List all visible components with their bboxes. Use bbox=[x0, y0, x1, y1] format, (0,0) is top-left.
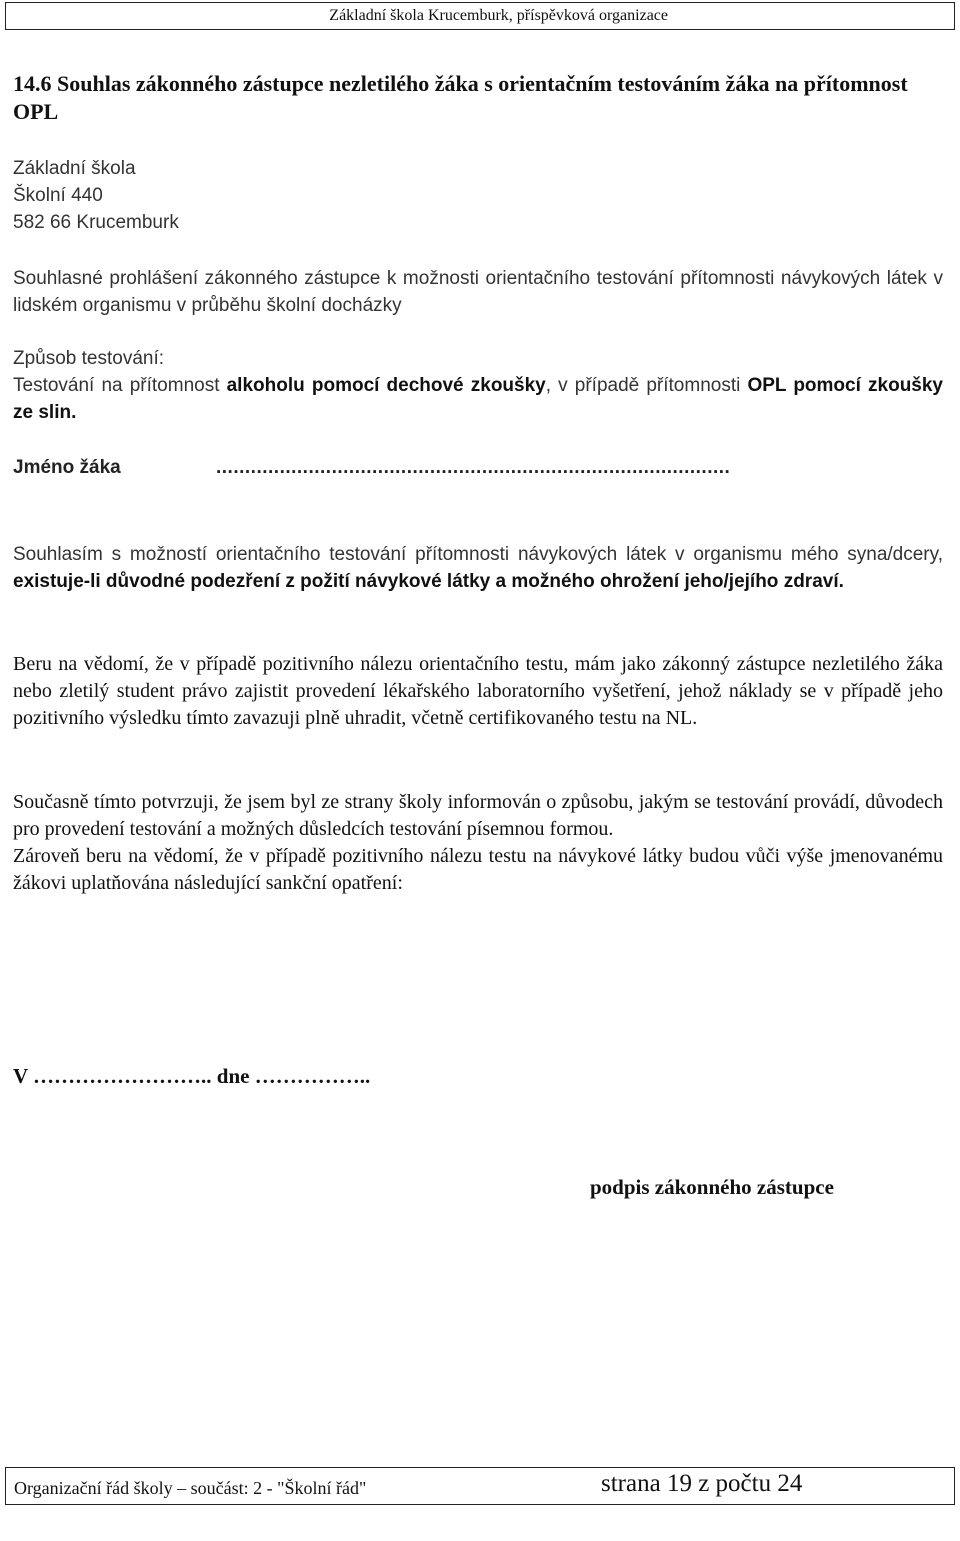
consent-bold: existuje-li důvodné podezření z požití návykové látky a možného ohrožení jeho/jejího zdraví. bbox=[13, 571, 844, 592]
method-bold-2: OPL pomocí zkoušky ze slin. bbox=[13, 375, 943, 423]
method-label: Způsob testování: bbox=[13, 348, 165, 369]
student-name-field[interactable]: ......................................................................................... bbox=[216, 457, 731, 478]
info-paragraph: Současně tímto potvrzuji, že jsem byl ze strany školy informován o způsobu, jakým se testování provádí, důvodech pro provedení testování a možných důsledcích testování písemnou formou. bbox=[13, 791, 943, 840]
method-text-2: , v případě přítomnosti bbox=[545, 375, 748, 396]
address-line-3: 582 66 Krucemburk bbox=[13, 212, 179, 233]
footer-document-name: Organizační řád školy – součást: 2 - "Školní řád" bbox=[14, 1478, 367, 1498]
method-text bbox=[13, 372, 943, 426]
page-footer bbox=[5, 1467, 955, 1505]
address-line-1: Základní škola bbox=[13, 158, 136, 179]
footer-page-number: strana 19 z počtu 24 bbox=[601, 1470, 803, 1497]
school-address bbox=[13, 155, 943, 236]
consent-text: Souhlasím s možností orientačního testování přítomnosti návykových látek v organismu mého syna/dcery, bbox=[13, 544, 943, 565]
section-title: 14.6 Souhlas zákonného zástupce nezletilého žáka s orientačním testováním žáka na přítomnost OPL bbox=[13, 71, 908, 124]
student-name-label: Jméno žáka bbox=[13, 457, 121, 478]
consent-paragraph bbox=[13, 541, 943, 595]
testing-method bbox=[13, 345, 943, 426]
method-text-1: Testování na přítomnost bbox=[13, 375, 227, 396]
header-text: Základní škola Krucemburk, příspěvková organizace bbox=[329, 7, 668, 24]
signature-label: podpis zákonného zástupce bbox=[590, 1175, 834, 1199]
intro-paragraph: Souhlasné prohlášení zákonného zástupce k možnosti orientačního testování přítomnosti návykových látek v lidském organismu v průběhu školní docházky bbox=[13, 268, 943, 316]
method-bold-1: alkoholu pomocí dechové zkoušky bbox=[226, 375, 546, 396]
page-header bbox=[5, 2, 955, 30]
cost-paragraph: Beru na vědomí, že v případě pozitivního nálezu orientačního testu, mám jako zákonný zástupce nezletilého žáka nebo zletilý student právo zajistit provedení lékařského laboratorního vyšetření, jehož náklady se v případě jeho pozitivního výsledku tímto zavazuji plně uhradit, včetně certifikovaného testu na NL. bbox=[13, 653, 943, 729]
address-line-2: Školní 440 bbox=[13, 185, 103, 206]
info-paragraphs bbox=[13, 789, 943, 897]
place-date-line[interactable]: V …………………….. dne …………….. bbox=[13, 1064, 371, 1088]
sanction-paragraph: Zároveň beru na vědomí, že v případě pozitivního nálezu testu na návykové látky budou vůči výše jmenovanému žákovi uplatňována následující sankční opatření: bbox=[13, 845, 943, 894]
